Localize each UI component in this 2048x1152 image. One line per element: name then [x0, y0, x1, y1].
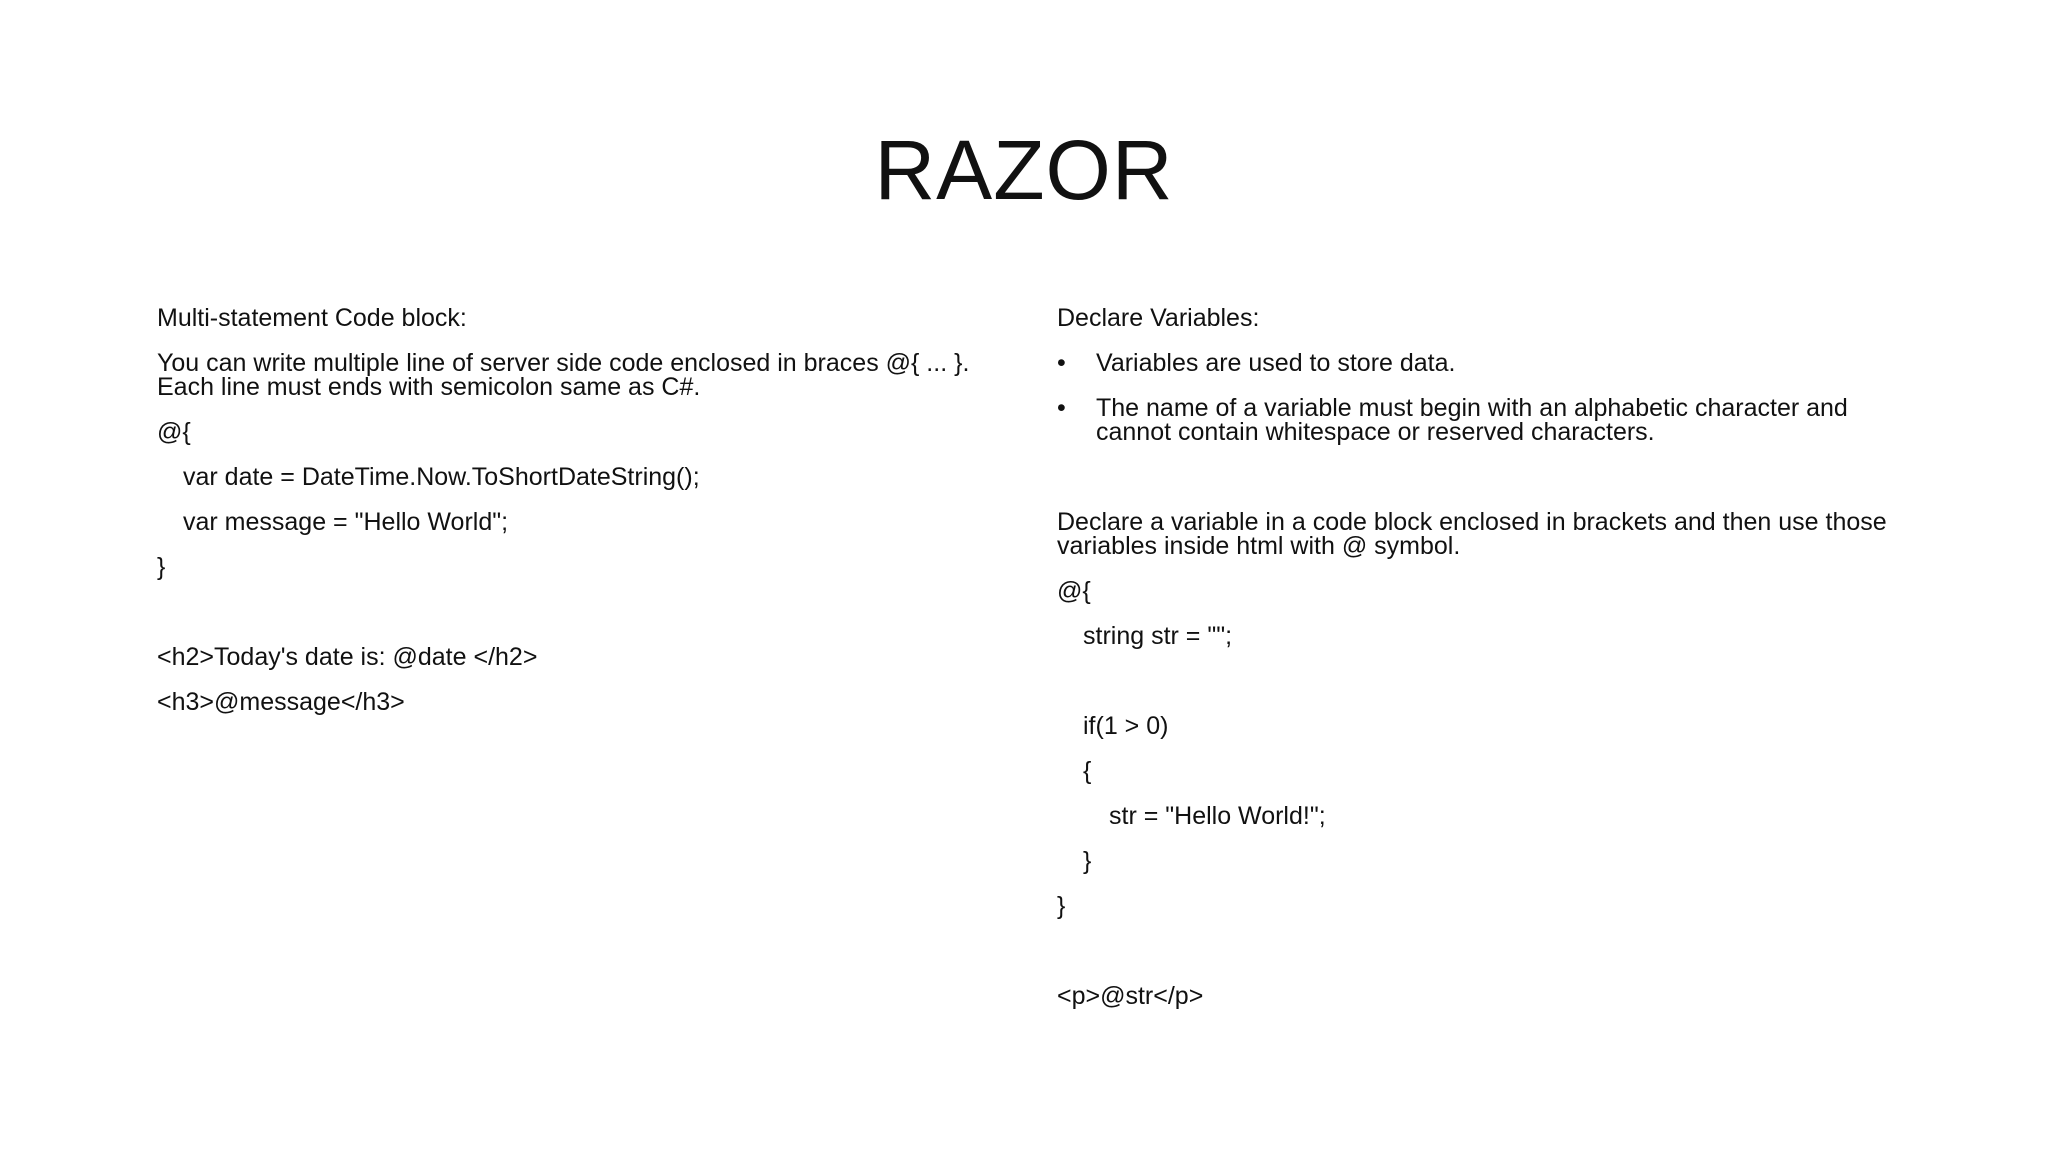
right-spacer-2 — [1057, 669, 1917, 714]
right-code-line-2: if(1 > 0) — [1083, 712, 1169, 740]
left-code-line-1: var date = DateTime.Now.ToShortDateString(); — [183, 463, 700, 491]
right-code-line-5: } — [1083, 847, 1092, 875]
bullet-dot: • — [1057, 349, 1066, 377]
right-code-open: @{ — [1057, 577, 1091, 605]
left-html-line-2: <h3>@message</h3> — [157, 688, 405, 716]
left-code-line-2: var message = "Hello World"; — [183, 508, 509, 536]
right-heading: Declare Variables: — [1057, 304, 1260, 332]
left-heading: Multi-statement Code block: — [157, 304, 467, 332]
left-description: You can write multiple line of server side code enclosed in braces @{ ... }. Each line must ends with semicolon same as C#. — [157, 349, 977, 401]
slide-title: RAZOR — [874, 123, 1174, 217]
right-html-line-1: <p>@str</p> — [1057, 982, 1204, 1010]
bullet-item — [1057, 396, 1917, 444]
left-code-close: } — [157, 553, 166, 581]
bullet-dot: • — [1057, 394, 1066, 422]
bullet-item — [1057, 351, 1917, 375]
right-description: Declare a variable in a code block enclosed in brackets and then use those variables inside html with @ symbol. — [1057, 508, 1894, 560]
right-code-close: } — [1057, 892, 1066, 920]
bullet-text: Variables are used to store data. — [1096, 349, 1456, 377]
left-html-line-1: <h2>Today's date is: @date </h2> — [157, 643, 538, 671]
right-code-line-1: string str = ""; — [1083, 622, 1233, 650]
right-code-line-4: str = "Hello World!"; — [1109, 802, 1326, 830]
right-spacer-1 — [1057, 465, 1917, 510]
right-code-line-3: { — [1083, 757, 1092, 785]
left-code-open: @{ — [157, 418, 191, 446]
right-spacer-3 — [1057, 939, 1917, 984]
left-spacer — [157, 600, 1017, 645]
bullet-text: The name of a variable must begin with an alphabetic character and cannot contain whitespace or reserved characters. — [1096, 394, 1848, 446]
right-column — [1057, 306, 1917, 1029]
left-column — [157, 306, 1017, 735]
